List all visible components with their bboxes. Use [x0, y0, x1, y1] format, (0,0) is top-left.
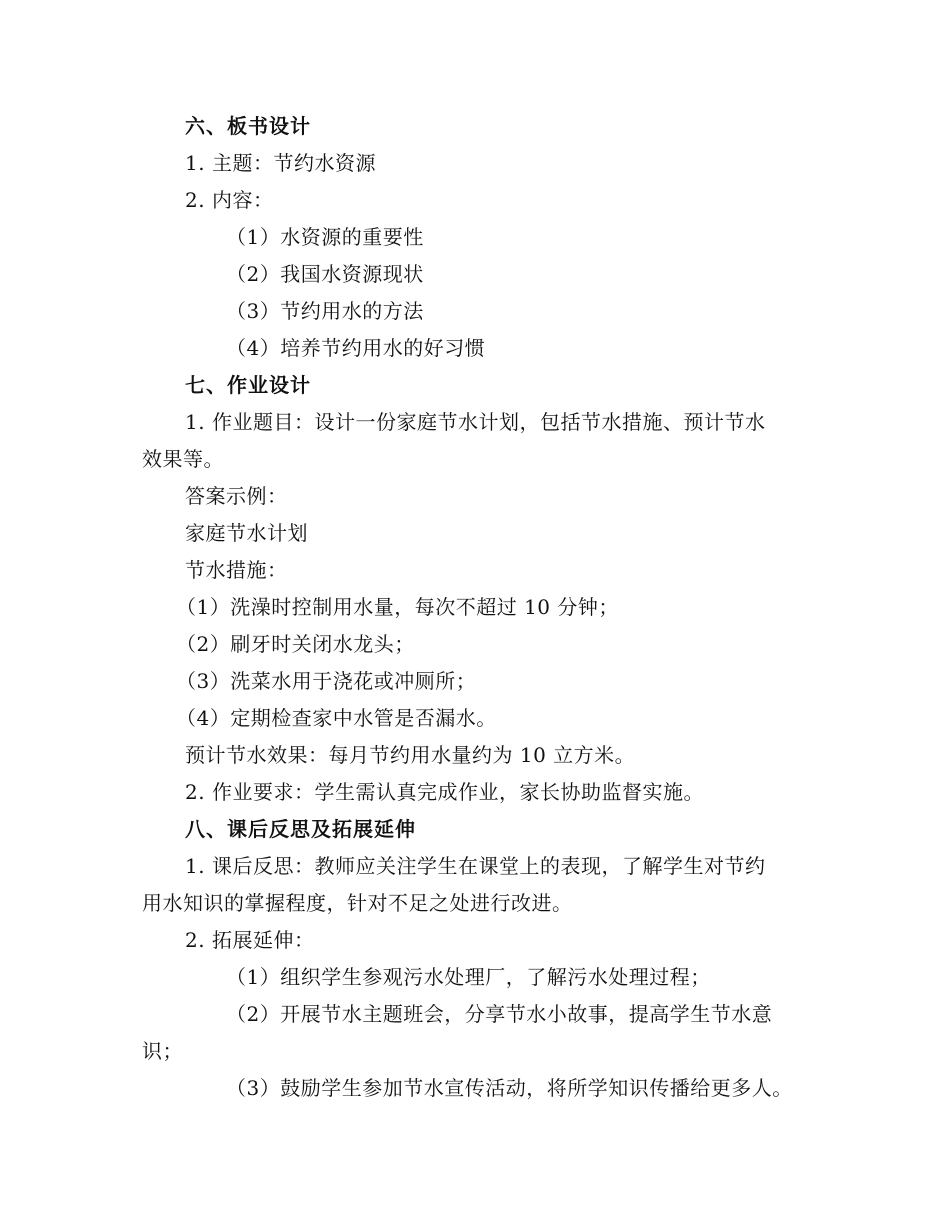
homework-topic-line-2: 效果等。 [142, 447, 224, 471]
board-subitem-2: （2）我国水资源现状 [226, 262, 424, 286]
measure-item-2: （2）刷牙时关闭水龙头； [176, 632, 415, 656]
extension-label: 2. 拓展延伸： [185, 928, 315, 952]
expected-effect: 预计节水效果：每月节约用水量约为 10 立方米。 [185, 743, 636, 767]
board-content-item: 2. 内容： [185, 188, 274, 212]
reflection-line-1: 1. 课后反思：教师应关注学生在课堂上的表现，了解学生对节约 [185, 854, 766, 878]
reflection-line-2: 用水知识的掌握程度，针对不足之处进行改进。 [142, 891, 573, 915]
homework-topic-line-1: 1. 作业题目：设计一份家庭节水计划，包括节水措施、预计节水 [185, 410, 766, 434]
answer-example-label: 答案示例： [185, 484, 288, 508]
measure-item-3: （3）洗菜水用于浇花或冲厕所； [176, 669, 477, 693]
board-subitem-4: （4）培养节约用水的好习惯 [226, 336, 486, 360]
homework-requirement: 2. 作业要求：学生需认真完成作业，家长协助监督实施。 [185, 780, 704, 804]
board-theme-item: 1. 主题：节约水资源 [185, 151, 376, 175]
section-heading-homework: 七、作业设计 [185, 373, 311, 397]
section-heading-reflection: 八、课后反思及拓展延伸 [185, 817, 416, 841]
section-heading-board-design: 六、板书设计 [185, 114, 311, 138]
measure-item-1: （1）洗澡时控制用水量，每次不超过 10 分钟； [176, 595, 619, 619]
extension-item-3: （3）鼓励学生参加节水宣传活动，将所学知识传播给更多人。 [226, 1076, 793, 1100]
extension-item-1: （1）组织学生参观污水处理厂，了解污水处理过程； [226, 965, 711, 989]
board-subitem-1: （1）水资源的重要性 [226, 225, 424, 249]
board-subitem-3: （3）节约用水的方法 [226, 299, 424, 323]
extension-item-2-line-2: 识； [142, 1039, 183, 1063]
measures-label: 节水措施： [185, 558, 288, 582]
extension-item-2-line-1: （2）开展节水主题班会，分享节水小故事，提高学生节水意 [226, 1002, 773, 1026]
plan-title: 家庭节水计划 [185, 521, 308, 545]
measure-item-4: （4）定期检查家中水管是否漏水。 [176, 706, 497, 730]
